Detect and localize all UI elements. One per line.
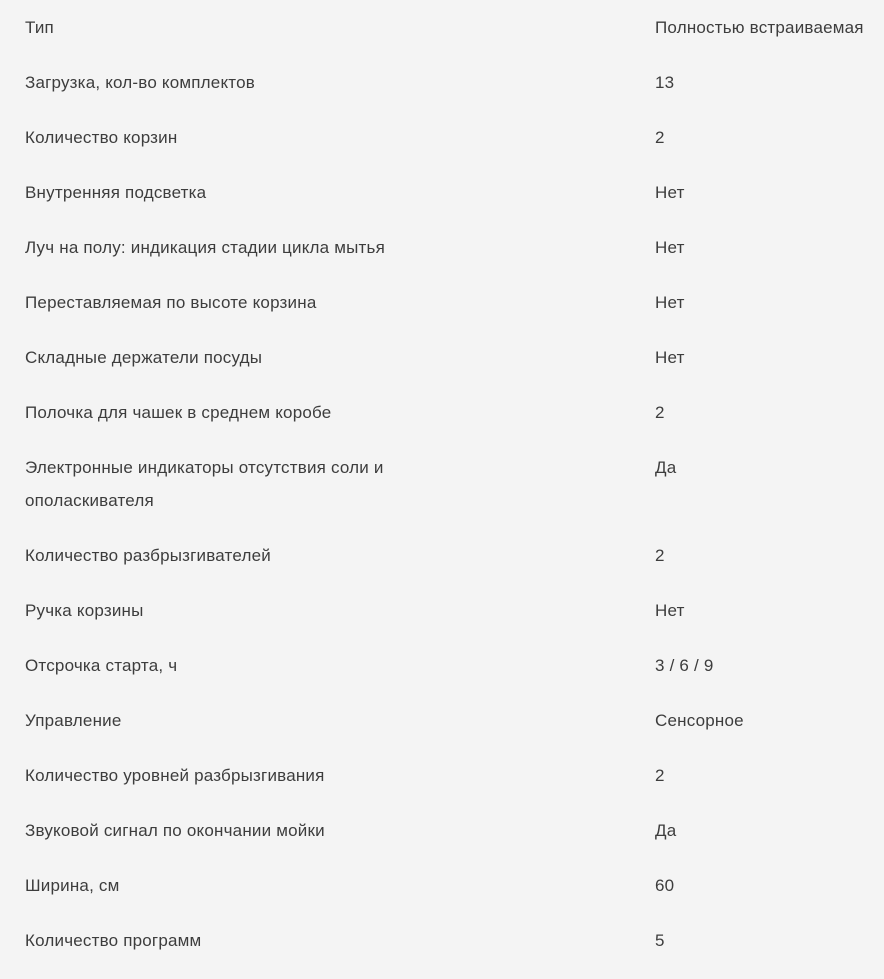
spec-label (25, 396, 655, 429)
spec-label-text: Количество уровней разбрызгивания (25, 766, 325, 785)
spec-value: 5 (655, 931, 665, 950)
spec-row (25, 451, 884, 517)
spec-value: Нет (655, 238, 685, 257)
spec-label-text: Складные держатели посуды (25, 348, 263, 367)
spec-value: 3 / 6 / 9 (655, 656, 714, 675)
spec-row (25, 594, 884, 627)
spec-label-text: Ширина, см (25, 876, 120, 895)
spec-value: 60 (655, 876, 675, 895)
spec-value: Нет (655, 601, 685, 620)
spec-label-text: Полочка для чашек в среднем коробе (25, 403, 332, 422)
spec-label (25, 759, 655, 792)
spec-value: 13 (655, 73, 675, 92)
spec-label-text: Отсрочка старта, ч (25, 656, 178, 675)
spec-row (25, 231, 884, 264)
spec-label-text: Управление (25, 711, 122, 730)
spec-label (25, 121, 655, 154)
spec-row (25, 704, 884, 737)
spec-row (25, 814, 884, 847)
spec-label (25, 594, 655, 627)
spec-label (25, 176, 655, 209)
spec-label (25, 649, 655, 682)
spec-value: 2 (655, 766, 665, 785)
spec-label (25, 539, 655, 572)
spec-row (25, 649, 884, 682)
spec-label-text: Внутренняя подсветка (25, 183, 207, 202)
spec-row (25, 66, 884, 99)
spec-label-text: Ручка корзины (25, 601, 144, 620)
spec-row (25, 759, 884, 792)
spec-label (25, 66, 655, 99)
spec-label-text: Звуковой сигнал по окончании мойки (25, 821, 325, 840)
spec-label-text: Луч на полу: индикация стадии цикла мытья (25, 238, 385, 257)
spec-label (25, 341, 655, 374)
spec-row (25, 869, 884, 902)
spec-label-text: Загрузка, кол-во комплектов (25, 73, 255, 92)
spec-label-text: Электронные индикаторы отсутствия соли и ополаскивателя (25, 458, 384, 510)
spec-value: Полностью встраиваемая (655, 18, 864, 37)
spec-row (25, 924, 884, 957)
spec-label (25, 286, 655, 319)
spec-value: 2 (655, 403, 665, 422)
spec-label (25, 11, 655, 44)
spec-row (25, 176, 884, 209)
spec-label-text: Количество программ (25, 931, 202, 950)
spec-row (25, 341, 884, 374)
spec-value: Нет (655, 293, 685, 312)
spec-label (25, 231, 655, 264)
spec-label (25, 704, 655, 737)
spec-label (25, 451, 655, 517)
spec-label-text: Тип (25, 18, 54, 37)
spec-value: Да (655, 821, 677, 840)
spec-value: Нет (655, 183, 685, 202)
spec-label-text: Переставляемая по высоте корзина (25, 293, 317, 312)
spec-row (25, 121, 884, 154)
spec-value: Сенсорное (655, 711, 744, 730)
spec-label (25, 924, 655, 957)
spec-label (25, 869, 655, 902)
spec-value: 2 (655, 546, 665, 565)
spec-label-text: Количество корзин (25, 128, 178, 147)
spec-row (25, 286, 884, 319)
spec-row (25, 11, 884, 44)
spec-value: Нет (655, 348, 685, 367)
spec-label (25, 814, 655, 847)
spec-value: Да (655, 458, 677, 477)
spec-value: 2 (655, 128, 665, 147)
spec-label-text: Количество разбрызгивателей (25, 546, 271, 565)
spec-row (25, 396, 884, 429)
spec-row (25, 539, 884, 572)
